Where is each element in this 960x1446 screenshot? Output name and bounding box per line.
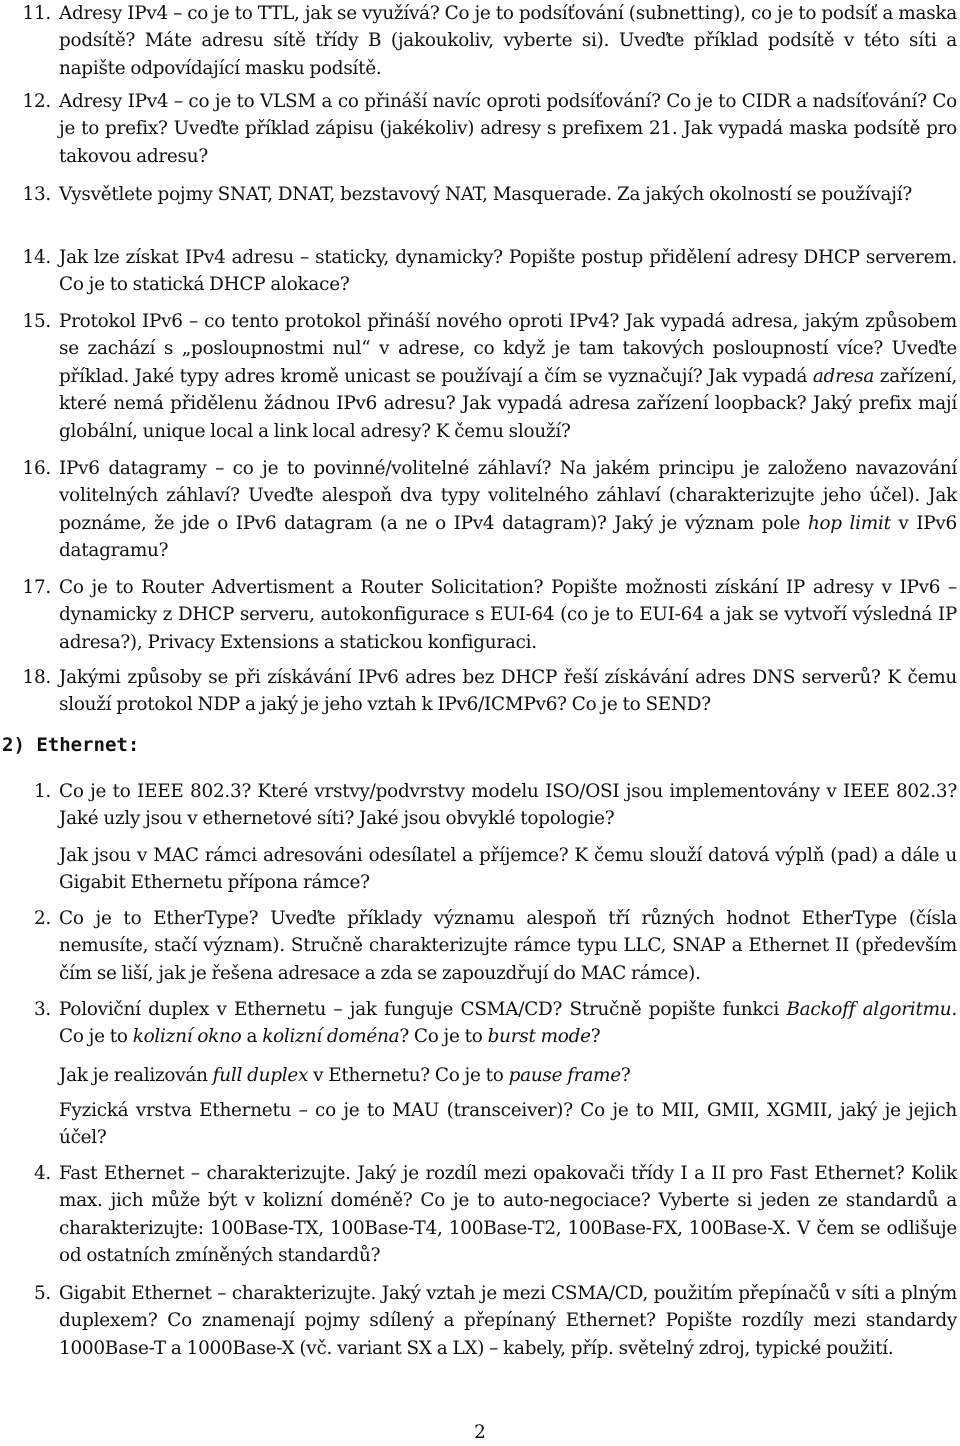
question-16	[22, 455, 957, 565]
question-number: 18.	[22, 667, 51, 688]
question-11	[22, 0, 957, 82]
question-number: 15.	[22, 311, 51, 332]
question-number: 3.	[33, 999, 51, 1020]
question-text: Jak lze získat IPv4 adresu – staticky, dynamicky? Popište postup přidělení adresy DHCP serverem. Co je to statická DHCP alokace?	[59, 247, 957, 296]
question-number: 17.	[22, 577, 51, 598]
question-15	[22, 308, 958, 445]
question-number: 4.	[33, 1163, 51, 1184]
question-text: Fast Ethernet – charakterizujte. Jaký je rozdíl mezi opakovači třídy I a II pro Fast Ethernet? Kolik max. jich může být v kolizní doméně? Co je to auto-negociace? Vyberte si jeden ze standardů a charakterizujte: 100Base-TX, 100Base-T4, 100Base-T2, 100Base-FX, 100Base-X. V čem se odlišuje od ostatních zmíněných standardů?	[59, 1163, 957, 1267]
question-text: Adresy IPv4 – co je to VLSM a co přináší navíc oproti podsíťování? Co je to CIDR a nadsíťování? Co je to prefix? Uveďte příklad zápisu (jakékoliv) adresy s prefixem 21. Jak vypadá maska podsítě pro takovou adresu?	[59, 91, 957, 167]
question-14	[22, 244, 957, 299]
question-text-d: ? Co je to	[399, 1026, 488, 1048]
ethernet-question-5	[33, 1280, 957, 1362]
question-number: 16.	[22, 458, 51, 479]
question-text: Gigabit Ethernet – charakterizujte. Jaký vztah je mezi CSMA/CD, použitím přepínačů v síti a plným duplexem? Co znamenají pojmy sdílený a přepínaný Ethernet? Popište rozdíly mezi standardy 1000Base-T a 1000Base-X (vč. variant SX a LX) – kabely, příp. světelný zdroj, typické použití.	[59, 1283, 957, 1359]
question-text-a: Poloviční duplex v Ethernetu – jak funguje CSMA/CD? Stručně popište funkci	[59, 999, 787, 1020]
question-text-b: v IPv6 datagramu?	[59, 512, 957, 562]
page-number: 2	[474, 1422, 486, 1443]
ethernet-question-3-paragraph-3: Fyzická vrstva Ethernetu – co je to MAU (transceiver)? Co je to MII, GMII, XGMII, jaký je jejich účel?	[59, 1100, 957, 1149]
ethernet-question-2	[33, 905, 957, 987]
text-a: Jak je realizován	[59, 1065, 213, 1086]
term-burst-mode: burst mode	[487, 1026, 591, 1048]
question-text-italic: adresa	[812, 365, 875, 387]
ethernet-question-1-paragraph-2: Jak jsou v MAC rámci adresováni odesílatel a příjemce? K čemu slouží datová výplň (pad) a dále u Gigabit Ethernetu přípona rámce?	[59, 845, 957, 894]
question-number: 5.	[33, 1283, 51, 1304]
question-text: Vysvětlete pojmy SNAT, DNAT, bezstavový NAT, Masquerade. Za jakých okolností se používají?	[59, 184, 912, 205]
ethernet-question-3-paragraph-2	[59, 1062, 957, 1089]
question-text-b: zařízení, které nemá přidělenu žádnou IPv6 adresu? Jak vypadá adresa zařízení loopback? Jaký prefix mají globální, unique local a link local adresy? K čemu slouží?	[59, 365, 958, 442]
ethernet-question-1	[33, 778, 957, 833]
text-c: ?	[620, 1065, 631, 1086]
question-text: Co je to IEEE 802.3? Které vrstvy/podvrstvy modelu ISO/OSI jsou implementovány v IEEE 802.3? Jaké uzly jsou v ethernetové síti? Jaké jsou obvyklé topologie?	[59, 781, 957, 830]
question-text-e: ?	[590, 1026, 601, 1048]
question-number: 11.	[22, 3, 51, 24]
question-text-italic: hop limit	[807, 512, 891, 534]
question-text: Adresy IPv4 – co je to TTL, jak se využívá? Co je to podsíťování (subnetting), co je to podsíť a maska podsítě? Máte adresu sítě třídy B (jakoukoliv, vyberte si). Uveďte příklad podsítě v této síti a napište odpovídající masku podsítě.	[59, 3, 957, 79]
term-full-duplex: full duplex	[212, 1065, 309, 1086]
term-collision-domain: kolizní doména	[262, 1026, 400, 1048]
question-17	[22, 574, 957, 656]
question-number: 2.	[33, 908, 51, 929]
ethernet-question-3	[33, 996, 957, 1051]
question-number: 1.	[33, 781, 51, 802]
question-text: Co je to Router Advertisment a Router Solicitation? Popište možnosti získání IP adresy v IPv6 – dynamicky z DHCP serveru, autokonfigurace s EUI-64 (co je to EUI-64 a jak se vytvoří výsledná IP adresa?), Privacy Extensions a statickou konfiguraci.	[59, 577, 957, 653]
ethernet-question-4	[33, 1160, 957, 1270]
question-number: 14.	[22, 247, 51, 268]
term-backoff: Backoff algoritmu	[786, 999, 952, 1020]
text-b: v Ethernetu? Co je to	[308, 1065, 509, 1086]
term-pause-frame: pause frame	[508, 1065, 621, 1086]
question-number: 12.	[22, 91, 51, 112]
question-text-a: Protokol IPv6 – co tento protokol přináší nového oproti IPv4? Jak vypadá adresa, jakým způsobem se zachází s „posloupnostmi nul“ v adrese, co když je tam takových posloupností více? Uveďte příklad. Jaké typy adres kromě unicast se používají a čím se vyznačují? Jak vypadá	[59, 311, 957, 387]
question-18	[22, 664, 957, 719]
section-heading-ethernet: 2) Ethernet:	[2, 734, 140, 756]
question-number: 13.	[22, 184, 51, 205]
question-13	[22, 181, 957, 208]
question-text-c: a	[241, 1026, 263, 1048]
question-text: Jakými způsoby se při získávání IPv6 adres bez DHCP řeší získávání adres DNS serverů? K čemu slouží protokol NDP a jaký je jeho vztah k IPv6/ICMPv6? Co je to SEND?	[59, 667, 957, 716]
term-collision-window: kolizní okno	[132, 1026, 242, 1048]
question-text: Co je to EtherType? Uveďte příklady významu alespoň tří různých hodnot EtherType (čísla nemusíte, stačí význam). Stručně charakterizujte rámce typu LLC, SNAP a Ethernet II (především čím se liší, jak je řešena adresace a zda se zapouzdřují do MAC rámce).	[59, 908, 957, 984]
question-12	[22, 88, 957, 170]
question-text-b: . Co je to	[59, 999, 957, 1048]
question-text-a: IPv6 datagramy – co je to povinné/volitelné záhlaví? Na jakém principu je založeno navazování volitelných záhlaví? Uveďte alespoň dva typy volitelného záhlaví (charakterizujte jeho účel). Jak poznáme, že jde o IPv6 datagram (a ne o IPv4 datagram)? Jaký je význam pole	[59, 458, 957, 534]
